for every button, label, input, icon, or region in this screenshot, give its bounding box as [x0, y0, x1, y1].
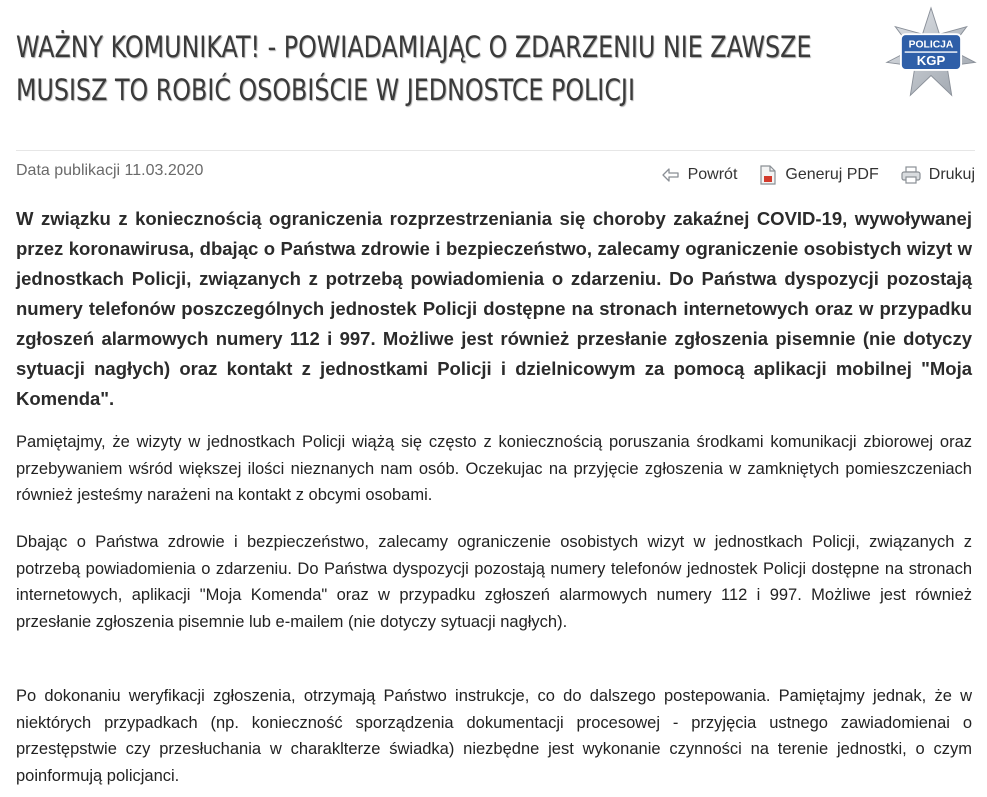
publication-date: 11.03.2020: [124, 162, 204, 179]
page-header: [16, 26, 886, 112]
header-divider: [16, 150, 975, 151]
police-logo: [884, 6, 978, 100]
printer-icon: [901, 166, 921, 184]
article-paragraph: Po dokonaniu weryfikacji zgłoszenia, otrzymają Państwo instrukcje, co do dalszego postepowania. Pamiętajmy jednak, że w niektórych przypadkach (np. konieczność sporządzenia dokumentacji procesowej - przyjęcia ustnego zawiadomienai o przestępstwie czy przesłuchania w charaklterze świadka) niezbędne jest wykonanie czynności na terenie jednostki, o czym poinformują policjanci.: [16, 687, 972, 785]
pdf-label: Generuj PDF: [785, 166, 879, 183]
article-paragraph: Pamiętajmy, że wizyty w jednostkach Policji wiążą się często z koniecznością poruszania środkami komunikacji zbiorowej oraz przebywaniem wśród większej ilości nieznanych nam osób. Oczekujac na przyjęcie zgłoszenia w zamkniętych pomieszczeniach również jesteśmy narażeni na kontakt z obcymi osobami.: [16, 433, 972, 505]
article-toolbar: [640, 165, 975, 185]
publication-meta: [16, 162, 203, 180]
back-button[interactable]: [662, 166, 738, 184]
page-title: WAŻNY KOMUNIKAT! - POWIADAMIAJĄC O ZDARZENIU NIE ZAWSZE MUSISZ TO ROBIĆ OSOBIŚCIE W JEDNOSTCE POLICJI: [16, 30, 812, 107]
print-button[interactable]: [901, 166, 975, 184]
logo-bottom-text: KGP: [916, 53, 946, 69]
article-paragraph: Dbając o Państwa zdrowie i bezpieczeństwo, zalecamy ograniczenie osobistych wizyt w jednostkach Policji, związanych z potrzebą powiadomienia o zdarzeniu. Do Państwa dyspozycji pozostają numery telefonów jednostek Policji dostępne na stronach internetowych, aplikacji "Moja Komenda" oraz w przypadku zgłoszeń alarmowych numery 112 i 997. Możliwe jest również przesłanie zgłoszenia pisemnie lub e-mailem (nie dotyczy sytuacji nagłych).: [16, 533, 972, 631]
logo-top-text: POLICJA: [908, 39, 954, 51]
publication-label: Data publikacji: [16, 162, 121, 179]
back-arrow-icon: [662, 168, 680, 182]
print-label: Drukuj: [928, 166, 975, 183]
generate-pdf-button[interactable]: [759, 165, 878, 185]
back-label: Powrót: [687, 166, 738, 183]
pdf-file-icon: [759, 165, 777, 185]
article-lead: W związku z koniecznością ograniczenia rozprzestrzeniania się choroby zakaźnej COVID-19, wywoływanej przez koronawirusa, dbając o Państwa zdrowie i bezpieczeństwo, zalecamy ograniczenie osobistych wizyt w jednostkach Policji, związanych z potrzebą powiadomienia o zdarzeniu. Do Państwa dyspozycji pozostają numery telefonów poszczególnych jednostek Policji dostępne na stronach internetowych oraz w przypadku zgłoszeń alarmowych numery 112 i 997. Możliwe jest również przesłanie zgłoszenia pisemnie (nie dotyczy sytuacji nagłych) oraz kontakt z jednostkami Policji i dzielnicowym za pomocą aplikacji mobilnej "Moja Komenda".: [16, 208, 972, 409]
